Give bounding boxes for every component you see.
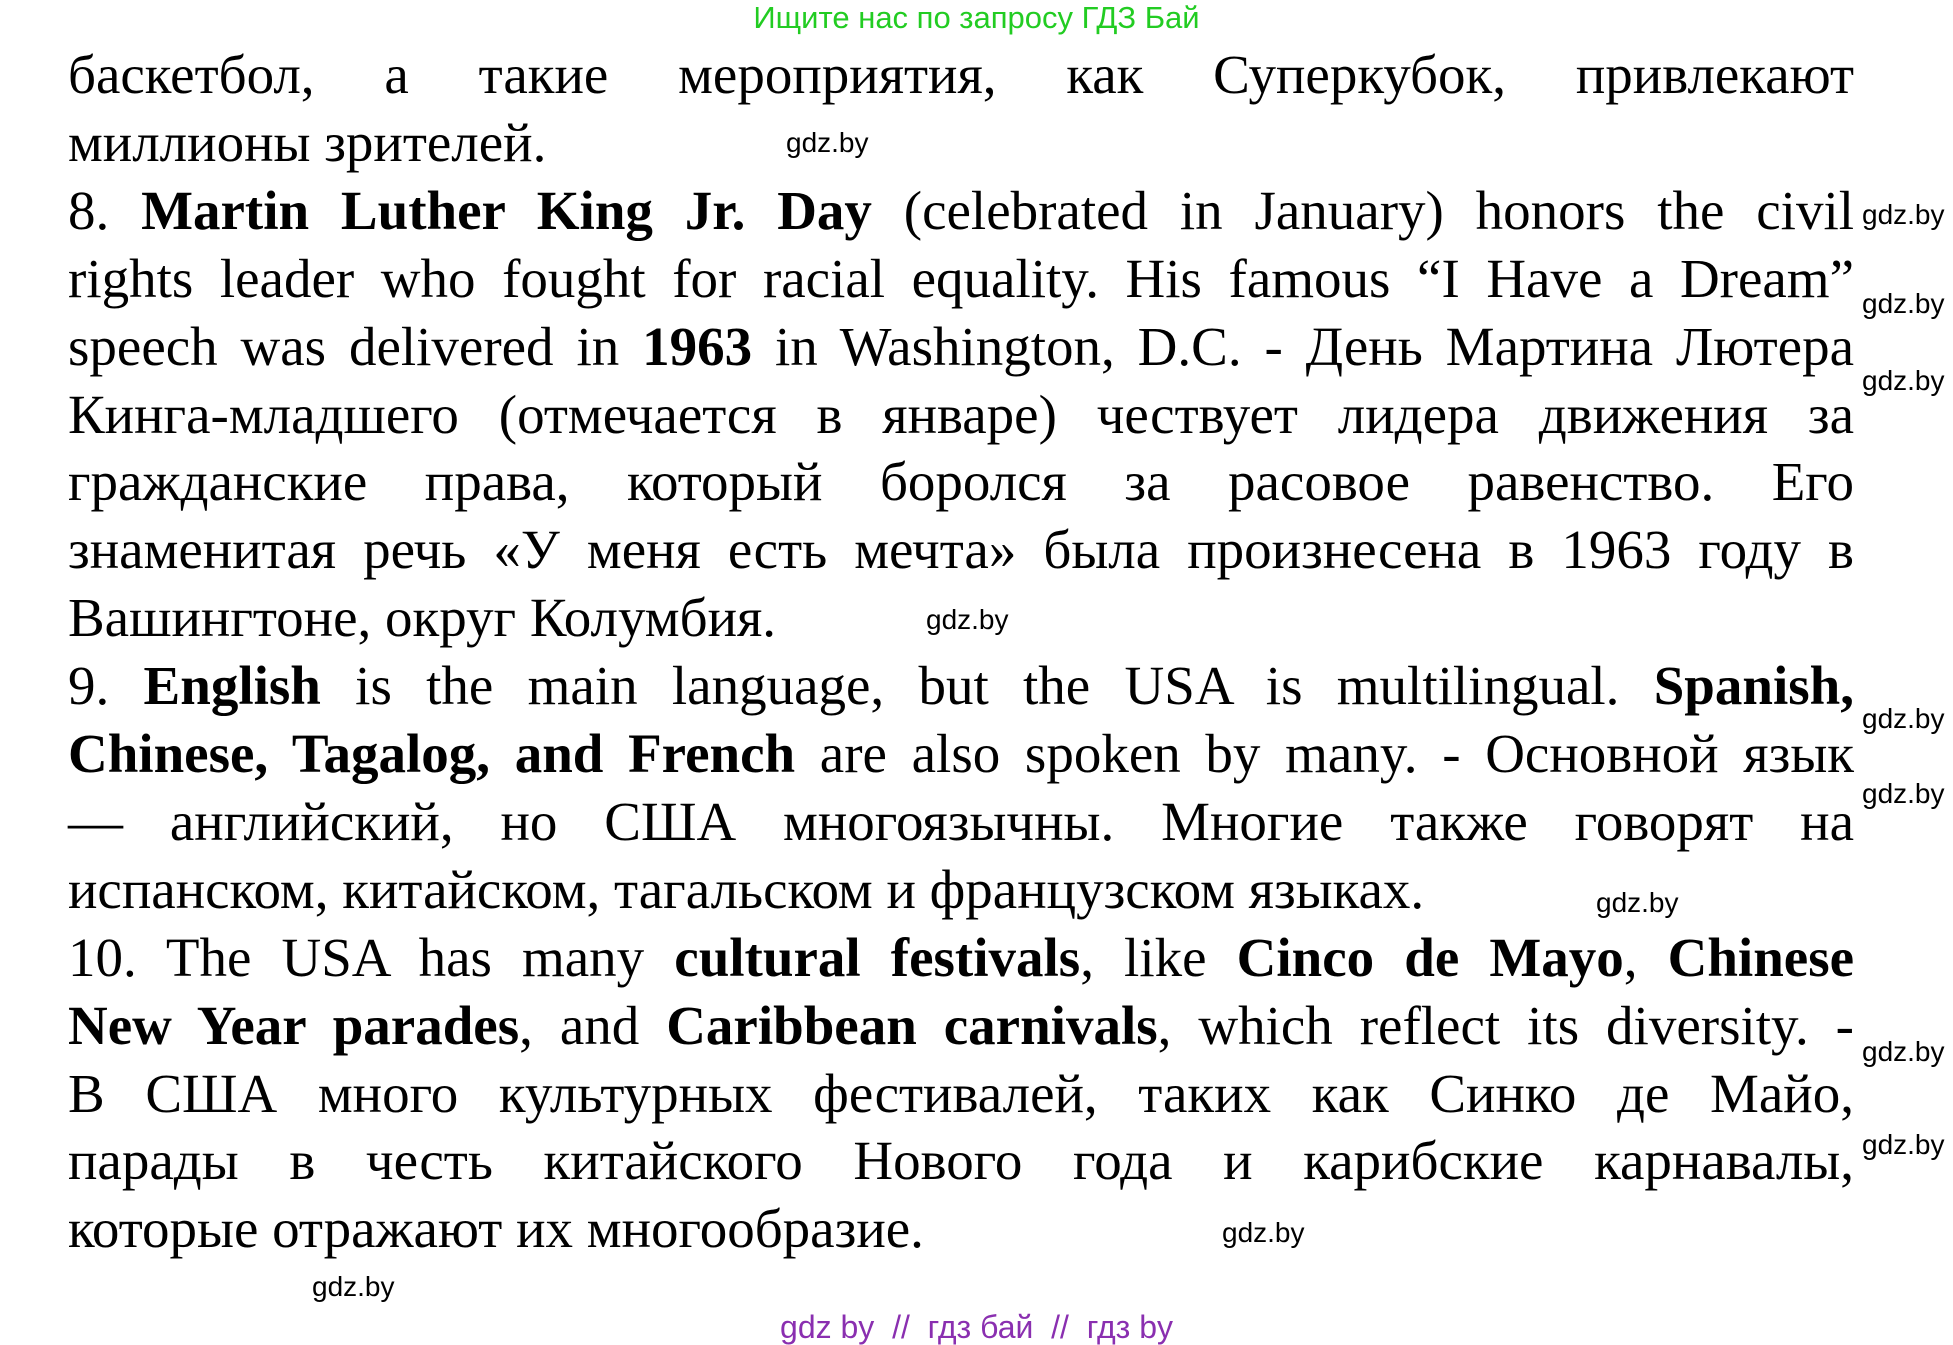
text-line: [68, 448, 1854, 515]
watermark: gdz.by: [1862, 365, 1945, 396]
text-segment: Вашингтоне, округ Колумбия.: [68, 587, 777, 649]
watermark: gdz.by: [1222, 1217, 1305, 1248]
text-line: [68, 720, 1854, 787]
text-segment: миллионы зрителей.: [68, 111, 547, 173]
text-segment: are also spoken by many. - Основной язык: [795, 723, 1854, 784]
text-segment: 10. The USA has many: [68, 926, 675, 988]
watermark: gdz.by: [1862, 288, 1945, 319]
text-segment: В США много культурных фестивалей, таких как Синко де Майо,: [68, 1062, 1854, 1124]
watermark: gdz.by: [1862, 778, 1945, 809]
text-segment: гражданские права, который боролся за расовое равенство. Его: [68, 451, 1854, 513]
footer-links: gdz by // гдз бай // гдз by: [780, 1309, 1173, 1345]
text-segment: ,: [1623, 926, 1668, 988]
text-line: [68, 1060, 1854, 1127]
text-segment: испанском, китайском, тагальском и французском языках.: [68, 858, 1425, 920]
bold-text: Caribbean carnivals: [666, 994, 1158, 1056]
bold-text: 1963: [642, 315, 753, 377]
text-line: [68, 245, 1854, 312]
text-segment: — английский, но США многоязычны. Многие также говорят на: [68, 790, 1854, 852]
text-segment: Кинга-младшего (отмечается в январе) чествует лидера движения за: [68, 383, 1854, 445]
text-segment: баскетбол, а такие мероприятия, как Суперкубок, привлекают: [68, 44, 1854, 105]
text-segment: знаменитая речь «У меня есть мечта» была произнесена в 1963 году в: [68, 519, 1854, 581]
bold-text: Chinese, Tagalog, and French: [68, 723, 796, 784]
text-segment: speech was delivered in: [68, 315, 643, 377]
text-line: [68, 856, 1424, 923]
watermark: gdz.by: [1862, 1129, 1945, 1160]
text-segment: , and: [519, 994, 667, 1056]
text-segment: которые отражают их многообразие.: [68, 1198, 924, 1260]
bold-text: cultural festivals: [674, 926, 1081, 988]
text-segment: in Washington, D.C. - День Мартина Лютера: [752, 315, 1854, 377]
text-line: [68, 924, 1854, 991]
text-line: [68, 1195, 924, 1262]
bold-text: Cinco de Mayo: [1236, 926, 1624, 988]
text-segment: , like: [1080, 926, 1237, 988]
text-segment: 8.: [68, 179, 142, 241]
text-line: [68, 788, 1854, 855]
bold-text: Spanish,: [1653, 655, 1854, 717]
search-banner: Ищите нас по запросу ГДЗ Бай: [753, 0, 1200, 35]
text-line: [68, 652, 1854, 719]
text-segment: is the main language, but the USA is multilingual.: [320, 655, 1654, 717]
text-line: [68, 109, 546, 176]
text-line: [68, 177, 1854, 244]
watermark: gdz.by: [1862, 703, 1945, 734]
bold-text: Chinese: [1667, 926, 1855, 988]
watermark: gdz.by: [926, 604, 1009, 635]
text-segment: rights leader who fought for racial equality. His famous “I Have a Dream”: [68, 247, 1854, 309]
text-line: [68, 516, 1854, 583]
text-line: [68, 41, 1854, 108]
text-line: [68, 1127, 1854, 1194]
watermark: gdz.by: [1596, 887, 1679, 918]
bold-text: English: [143, 655, 321, 717]
text-segment: (celebrated in January) honors the civil: [871, 179, 1855, 241]
watermark: gdz.by: [786, 127, 869, 158]
text-line: [68, 313, 1854, 380]
bold-text: Martin Luther King Jr. Day: [141, 179, 872, 241]
text-line: [68, 381, 1854, 448]
watermark: gdz.by: [312, 1271, 395, 1302]
text-segment: парады в честь китайского Нового года и карибские карнавалы,: [68, 1130, 1854, 1192]
watermark: gdz.by: [1862, 1036, 1945, 1067]
watermark: gdz.by: [1862, 199, 1945, 230]
text-line: [68, 584, 776, 651]
bold-text: New Year parades: [68, 994, 520, 1056]
text-segment: , which reflect its diversity. -: [1157, 994, 1854, 1056]
text-line: [68, 992, 1854, 1059]
text-segment: 9.: [68, 655, 144, 717]
